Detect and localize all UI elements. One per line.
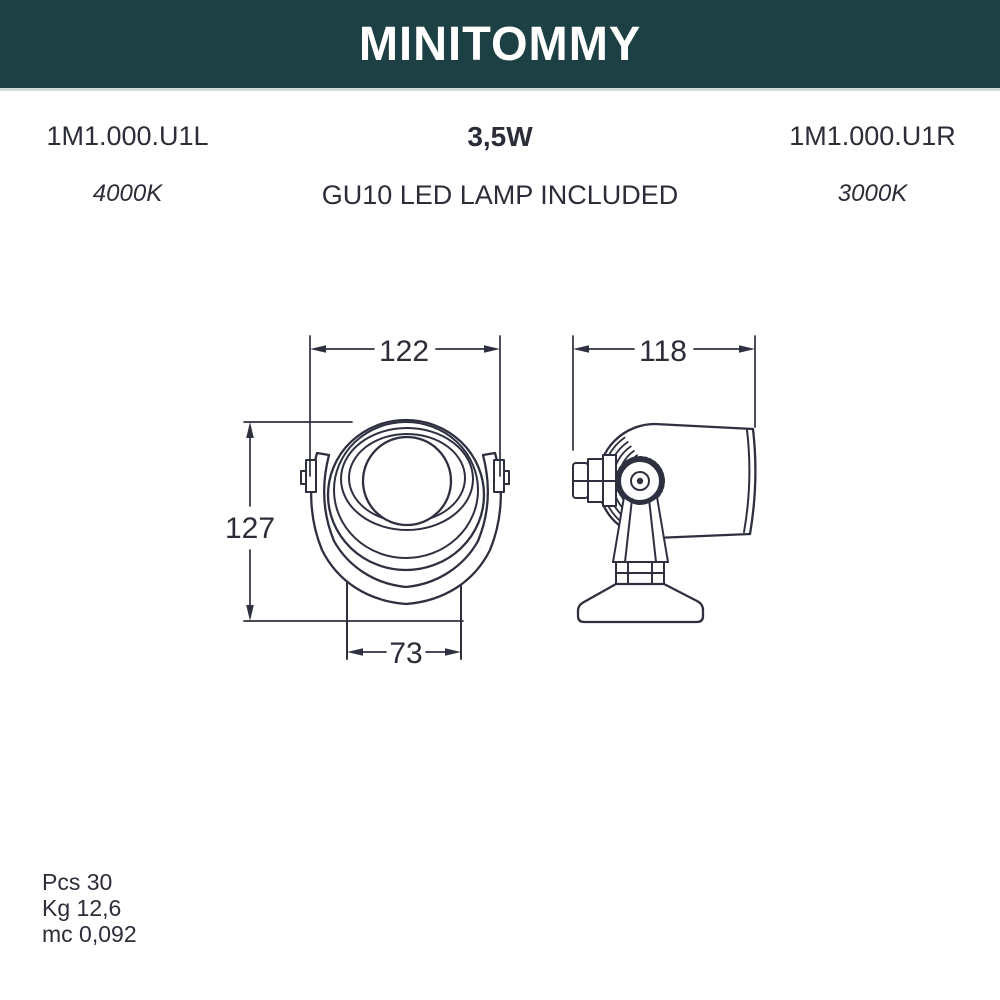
dim-base-width — [347, 637, 461, 670]
packaging-info — [42, 869, 137, 947]
front-rim-inner — [744, 430, 749, 532]
packaging-weight: Kg 12,6 — [42, 895, 122, 921]
pivot-tab-right — [494, 460, 504, 492]
product-code-left: 1M1.000.U1L — [46, 121, 209, 151]
dim-label-height: 127 — [224, 512, 276, 545]
dim-side-depth — [573, 335, 755, 450]
cable-gland — [573, 455, 616, 506]
dim-label-front-width: 122 — [378, 335, 430, 368]
body-top-edge — [655, 424, 753, 429]
lens — [363, 437, 451, 525]
color-temp-left: 4000K — [92, 180, 163, 207]
color-temp-right: 3000K — [837, 180, 908, 207]
mounting-base — [578, 584, 703, 622]
product-code-right: 1M1.000.U1R — [789, 121, 956, 151]
packaging-volume: mc 0,092 — [42, 921, 137, 947]
lamp-included-note: GU10 LED LAMP INCLUDED — [321, 180, 679, 210]
dim-label-side-depth: 118 — [639, 335, 687, 368]
front-rim-outer — [750, 429, 755, 534]
stem-collar — [613, 562, 668, 584]
packaging-pieces: Pcs 30 — [42, 869, 113, 895]
front-view — [301, 420, 509, 659]
dim-label-base-width: 73 — [389, 637, 423, 670]
body-bottom-edge — [655, 534, 750, 538]
page-title: MINITOMMY — [358, 17, 642, 71]
wattage-label: 3,5W — [467, 121, 533, 152]
side-view — [573, 424, 755, 622]
pivot-tab-left — [306, 460, 316, 492]
